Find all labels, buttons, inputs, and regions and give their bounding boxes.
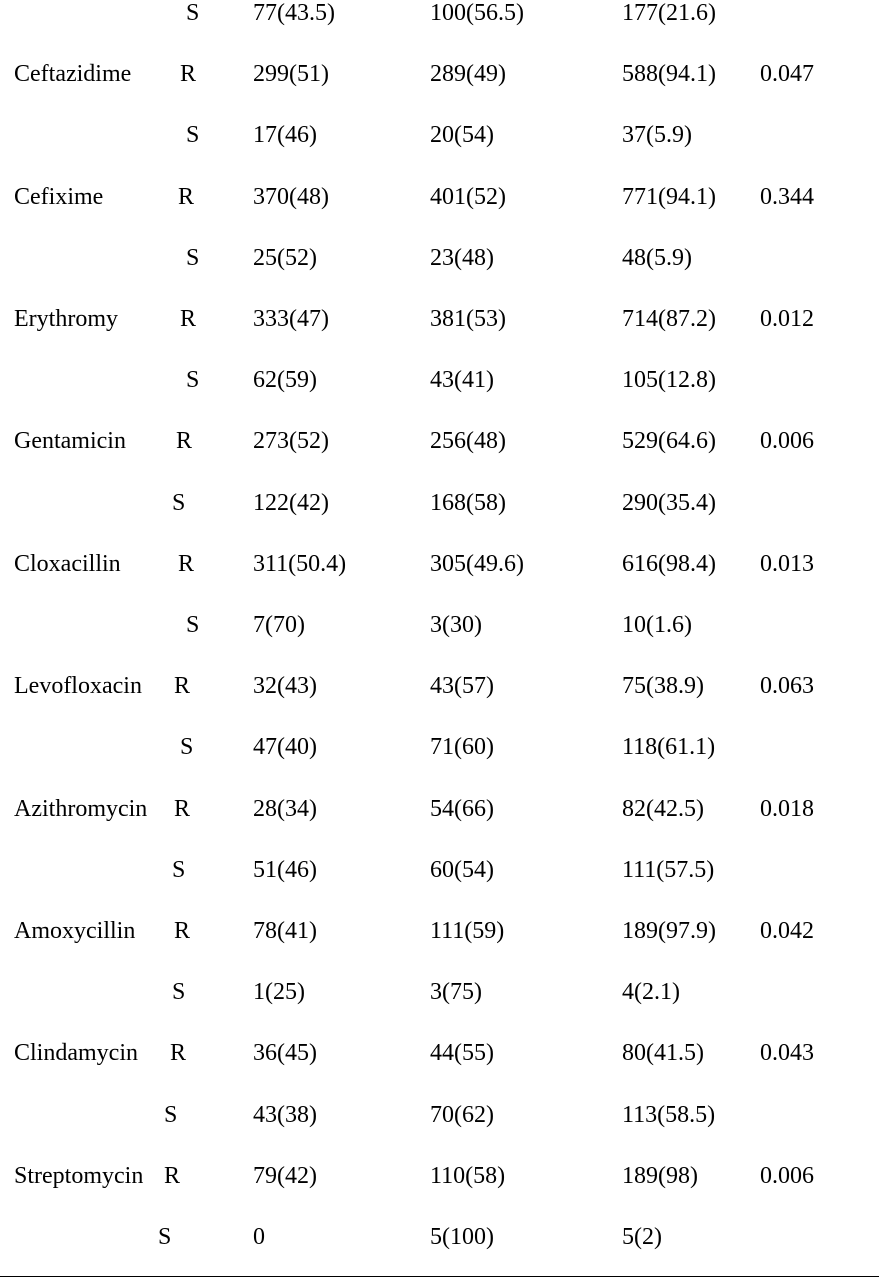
group-1-count-cell: 122(42): [253, 489, 329, 516]
group-1-count-cell: 32(43): [253, 673, 317, 700]
susceptibility-status-cell: S: [186, 122, 200, 149]
table-bottom-rule: [0, 1276, 879, 1277]
susceptibility-status-cell: S: [172, 489, 186, 516]
antibiotic-name-cell: Amoxycillin: [14, 918, 136, 944]
antibiotic-name-cell: Cloxacillin: [14, 550, 121, 577]
antibiotic-name-cell: Azithromycin: [14, 795, 148, 822]
susceptibility-status-cell: R: [176, 428, 193, 455]
table-row: [0, 855, 879, 916]
p-value-cell: 0.047: [760, 61, 814, 88]
p-value-cell: 0.043: [760, 1040, 814, 1067]
total-count-cell: 10(1.6): [622, 612, 692, 638]
susceptibility-status-cell: R: [178, 183, 195, 210]
susceptibility-status-cell: S: [172, 979, 186, 1006]
total-count-cell: 82(42.5): [622, 795, 704, 822]
group-1-count-cell: 28(34): [253, 795, 317, 822]
group-1-count-cell: 333(47): [253, 306, 329, 332]
group-1-count-cell: 0: [253, 1224, 265, 1250]
antibiotic-name-cell: Gentamicin: [14, 428, 126, 455]
total-count-cell: 771(94.1): [622, 183, 716, 210]
table-row: [0, 182, 879, 243]
total-count-cell: 189(97.9): [622, 918, 716, 944]
table-row: [0, 120, 879, 181]
table-row: [0, 794, 879, 855]
susceptibility-status-cell: S: [186, 612, 200, 638]
total-count-cell: 588(94.1): [622, 61, 716, 88]
table-row: [0, 488, 879, 549]
p-value-cell: 0.006: [760, 1162, 814, 1189]
total-count-cell: 714(87.2): [622, 306, 716, 332]
susceptibility-status-cell: S: [164, 1101, 178, 1128]
group-2-count-cell: 110(58): [430, 1162, 506, 1189]
group-1-count-cell: 7(70): [253, 612, 305, 638]
total-count-cell: 177(21.6): [622, 0, 716, 26]
p-value-cell: 0.006: [760, 428, 814, 455]
group-2-count-cell: 44(55): [430, 1040, 494, 1067]
group-1-count-cell: 17(46): [253, 122, 317, 149]
antibiotic-name-cell: Erythromy: [14, 306, 118, 332]
group-2-count-cell: 289(49): [430, 61, 506, 88]
susceptibility-status-cell: R: [180, 306, 197, 332]
p-value-cell: 0.012: [760, 306, 814, 332]
group-1-count-cell: 62(59): [253, 367, 317, 394]
antibiotic-name-cell: Clindamycin: [14, 1040, 138, 1067]
table-row: [0, 977, 879, 1038]
group-2-count-cell: 3(75): [430, 979, 482, 1006]
susceptibility-status-cell: R: [174, 673, 191, 700]
group-2-count-cell: 54(66): [430, 795, 494, 822]
susceptibility-status-cell: S: [186, 244, 200, 271]
group-1-count-cell: 51(46): [253, 856, 317, 883]
group-1-count-cell: 36(45): [253, 1040, 317, 1067]
total-count-cell: 105(12.8): [622, 367, 716, 394]
susceptibility-status-cell: S: [180, 734, 194, 761]
group-2-count-cell: 5(100): [430, 1224, 494, 1250]
table-row: [0, 365, 879, 426]
susceptibility-status-cell: R: [180, 61, 197, 88]
group-2-count-cell: 70(62): [430, 1101, 494, 1128]
group-1-count-cell: 25(52): [253, 244, 317, 271]
group-1-count-cell: 77(43.5): [253, 0, 335, 26]
table-row: [0, 549, 879, 610]
group-2-count-cell: 305(49.6): [430, 550, 524, 577]
table-row: [0, 1222, 879, 1283]
susceptibility-status-cell: R: [174, 795, 191, 822]
group-1-count-cell: 370(48): [253, 183, 329, 210]
group-2-count-cell: 100(56.5): [430, 0, 524, 26]
p-value-cell: 0.018: [760, 795, 814, 822]
group-2-count-cell: 43(57): [430, 673, 494, 700]
susceptibility-status-cell: R: [164, 1162, 181, 1189]
group-2-count-cell: 111(59): [430, 918, 505, 944]
total-count-cell: 529(64.6): [622, 428, 716, 455]
susceptibility-status-cell: R: [170, 1040, 187, 1067]
total-count-cell: 80(41.5): [622, 1040, 704, 1067]
p-value-cell: 0.042: [760, 918, 814, 944]
group-1-count-cell: 299(51): [253, 61, 329, 88]
table-row: [0, 1038, 879, 1099]
total-count-cell: 290(35.4): [622, 489, 716, 516]
p-value-cell: 0.063: [760, 673, 814, 700]
group-1-count-cell: 273(52): [253, 428, 329, 455]
group-2-count-cell: 256(48): [430, 428, 506, 455]
table-row: [0, 243, 879, 304]
antibiotic-name-cell: Streptomycin: [14, 1162, 144, 1189]
total-count-cell: 616(98.4): [622, 550, 716, 577]
table-row: [0, 610, 879, 671]
susceptibility-status-cell: S: [186, 0, 200, 26]
total-count-cell: 37(5.9): [622, 122, 692, 149]
group-2-count-cell: 168(58): [430, 489, 506, 516]
table-row: [0, 426, 879, 487]
group-2-count-cell: 43(41): [430, 367, 494, 394]
total-count-cell: 4(2.1): [622, 979, 680, 1006]
susceptibility-status-cell: R: [174, 918, 191, 944]
group-2-count-cell: 20(54): [430, 122, 494, 149]
group-1-count-cell: 43(38): [253, 1101, 317, 1128]
susceptibility-status-cell: S: [186, 367, 200, 394]
total-count-cell: 111(57.5): [622, 856, 715, 883]
total-count-cell: 189(98): [622, 1162, 698, 1189]
group-2-count-cell: 381(53): [430, 306, 506, 332]
table-row: [0, 304, 879, 365]
total-count-cell: 118(61.1): [622, 734, 716, 761]
table-row: [0, 916, 879, 977]
group-1-count-cell: 47(40): [253, 734, 317, 761]
antibiotic-name-cell: Cefixime: [14, 183, 104, 210]
group-1-count-cell: 78(41): [253, 918, 317, 944]
group-2-count-cell: 71(60): [430, 734, 494, 761]
table-row: [0, 1161, 879, 1222]
group-2-count-cell: 23(48): [430, 244, 494, 271]
antibiotic-name-cell: Levofloxacin: [14, 673, 142, 700]
susceptibility-status-cell: S: [158, 1224, 172, 1250]
antibiotic-name-cell: Ceftazidime: [14, 61, 132, 88]
table-row: [0, 0, 879, 59]
susceptibility-status-cell: S: [172, 856, 186, 883]
group-2-count-cell: 401(52): [430, 183, 506, 210]
total-count-cell: 5(2): [622, 1224, 662, 1250]
group-2-count-cell: 3(30): [430, 612, 482, 638]
table-row: [0, 59, 879, 120]
susceptibility-status-cell: R: [178, 550, 195, 577]
table-row: [0, 671, 879, 732]
p-value-cell: 0.344: [760, 183, 814, 210]
total-count-cell: 48(5.9): [622, 244, 692, 271]
group-1-count-cell: 1(25): [253, 979, 305, 1006]
group-1-count-cell: 79(42): [253, 1162, 317, 1189]
table-row: [0, 1100, 879, 1161]
total-count-cell: 75(38.9): [622, 673, 704, 700]
total-count-cell: 113(58.5): [622, 1101, 716, 1128]
table-row: [0, 732, 879, 793]
group-2-count-cell: 60(54): [430, 856, 494, 883]
p-value-cell: 0.013: [760, 550, 814, 577]
group-1-count-cell: 311(50.4): [253, 550, 347, 577]
